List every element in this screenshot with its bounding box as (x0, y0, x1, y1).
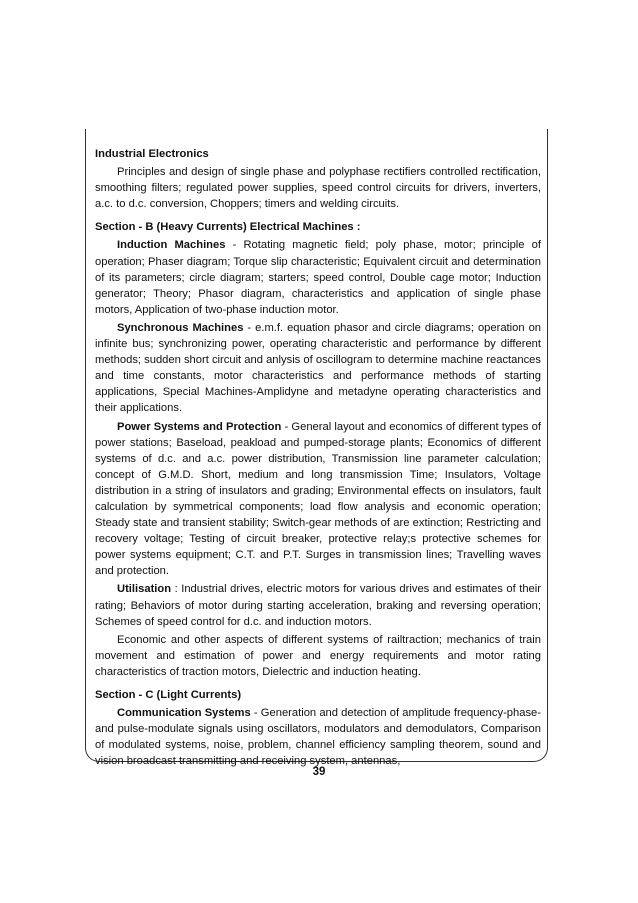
paragraph-railtraction: Economic and other aspects of different systems of railtraction; mechanics of train movement and estimation of power and energy requirements and motor rating characteristics of traction motors, Dielectric and induction heating. (95, 633, 541, 678)
paragraph-induction-machines (95, 237, 541, 317)
paragraph-industrial-electronics: Principles and design of single phase and polyphase rectifiers controlled rectification, smoothing filters; regulated power supplies, speed control circuits for drivers, inverters, a.c. to d.c. conversion, Choppers; timers and welding circuits. (95, 166, 541, 211)
text-synchronous-machines: - e.m.f. equation phasor and circle diagrams; operation on infinite bus; synchronizing power, operating characteristic and performance by different methods; sudden short circuit and anlysis of oscillogram to determine machine reactances and time constants, motor characteristics and performance methods of starting applications, Special Machines-Amplidyne and metadyne operating characteristics and their applications. (95, 321, 542, 415)
page-body (95, 146, 541, 769)
paragraph-utilisation (95, 581, 541, 629)
paragraph-power-systems (95, 419, 541, 580)
topic-utilisation: Utilisation (117, 583, 172, 596)
heading-section-c: Section - C (Light Currents) (95, 689, 242, 701)
paragraph-synchronous-machines (95, 320, 541, 417)
topic-power-systems: Power Systems and Protection (117, 420, 282, 433)
heading-industrial-electronics: Industrial Electronics (95, 148, 209, 160)
text-communication-systems: - Generation and detection of amplitude frequency-phase-and pulse-modulate signals using oscillators, modulators and demodulators, Comparison of modulated systems, noise, problem, channel efficiency sampling theorem, sound and vision broadcast transmitting and receiving system, antennas, (95, 707, 541, 768)
text-induction-machines: - Rotating magnetic field; poly phase, motor; principle of operation; Phaser diagram; Torque slip characteristic; Equivalent circuit and determination of its parameters; circle diagram; starters; speed control, Double cage motor; Induction generator; Theory; Phasor diagram, characteristics and application of single phase motors, Application of two-phase induction motor. (95, 239, 541, 316)
topic-induction-machines: Induction Machines (117, 239, 226, 252)
paragraph-communication-systems (95, 705, 541, 769)
text-power-systems: - General layout and economics of different types of power stations; Baseload, peakload and pumped-storage plants; Economics of different systems of d.c. and a.c. power distribution, Transmission line parameter calculation; concept of G.M.D. Short, medium and long transmission Time; Insulators, Voltage distribution in a string of insulators and grading; Environmental effects on insulators, fault calculation by symmetrical components; load flow analysis and economic operation; Steady state and transient stability; Switch-gear methods of are extinction; Restricting and recovery voltage; Testing of circuit breaker, protective relay;s protective schemes for power systems equipment; C.T. and P.T. Surges in transmission lines; Travelling waves and protection. (95, 420, 541, 578)
text-utilisation: : Industrial drives, electric motors for various drives and estimates of their rating; Behaviors of motor during starting acceleration, braking and reversing operation; Schemes of speed control for d.c. and induction motors. (95, 583, 541, 628)
heading-section-b: Section - B (Heavy Currents) Electrical Machines : (95, 221, 361, 234)
topic-communication-systems: Communication Systems (117, 707, 251, 720)
page-number: 39 (312, 766, 326, 778)
topic-synchronous-machines: Synchronous Machines (117, 321, 244, 334)
